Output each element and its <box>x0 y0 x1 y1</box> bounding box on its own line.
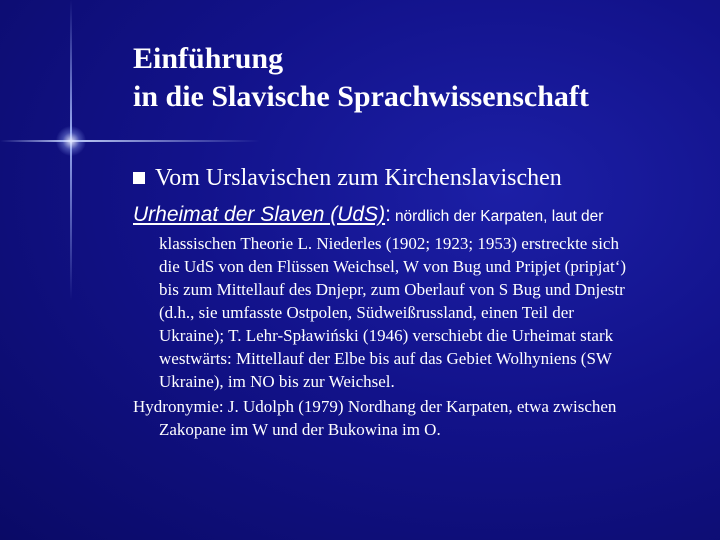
paragraph-line: (d.h., sie umfasste Ostpolen, Südweißrussland, einen Teil der <box>159 303 574 322</box>
decorative-flare-horizontal <box>0 140 260 142</box>
bullet-text: Vom Urslavischen zum Kirchenslavischen <box>155 165 562 191</box>
decorative-flare-glow <box>56 126 86 156</box>
paragraph-line: die UdS von den Flüssen Weichsel, W von Bug und Pripjet (pripjat‘) <box>159 257 627 276</box>
bullet-item <box>133 162 708 194</box>
paragraph-line: bis zum Mittellauf des Dnjepr, zum Oberlauf von S Bug und Dnjestr <box>159 280 625 299</box>
bullet-square-icon <box>133 172 145 184</box>
title-line: in die Slavische Sprachwissenschaft <box>133 80 589 113</box>
urheimat-heading-line <box>133 200 708 232</box>
paragraph-line: Hydronymie: J. Udolph (1979) Nordhang der Karpaten, etwa zwischen <box>133 397 617 416</box>
paragraph-line: klassischen Theorie L. Niederles (1902; 1923; 1953) erstreckte sich <box>159 234 619 253</box>
slide-body <box>133 162 708 441</box>
slide-title <box>133 40 589 116</box>
hydronymie-paragraph <box>133 395 708 441</box>
paragraph-line: Ukraine), im NO bis zur Weichsel. <box>159 372 395 391</box>
title-line: Einführung <box>133 42 284 75</box>
paragraph-line: Ukraine); T. Lehr-Spławiński (1946) verschiebt die Urheimat stark <box>159 326 614 345</box>
urheimat-colon: : <box>385 203 391 226</box>
paragraph-line: westwärts: Mittellauf der Elbe bis auf das Gebiet Wolhyniens (SW <box>159 349 612 368</box>
paragraph-line: Zakopane im W und der Bukowina im O. <box>159 420 441 439</box>
urheimat-term: Urheimat der Slaven (UdS) <box>133 203 386 226</box>
urheimat-lead-text: nördlich der Karpaten, laut der <box>394 208 604 225</box>
urheimat-paragraph <box>159 232 708 393</box>
